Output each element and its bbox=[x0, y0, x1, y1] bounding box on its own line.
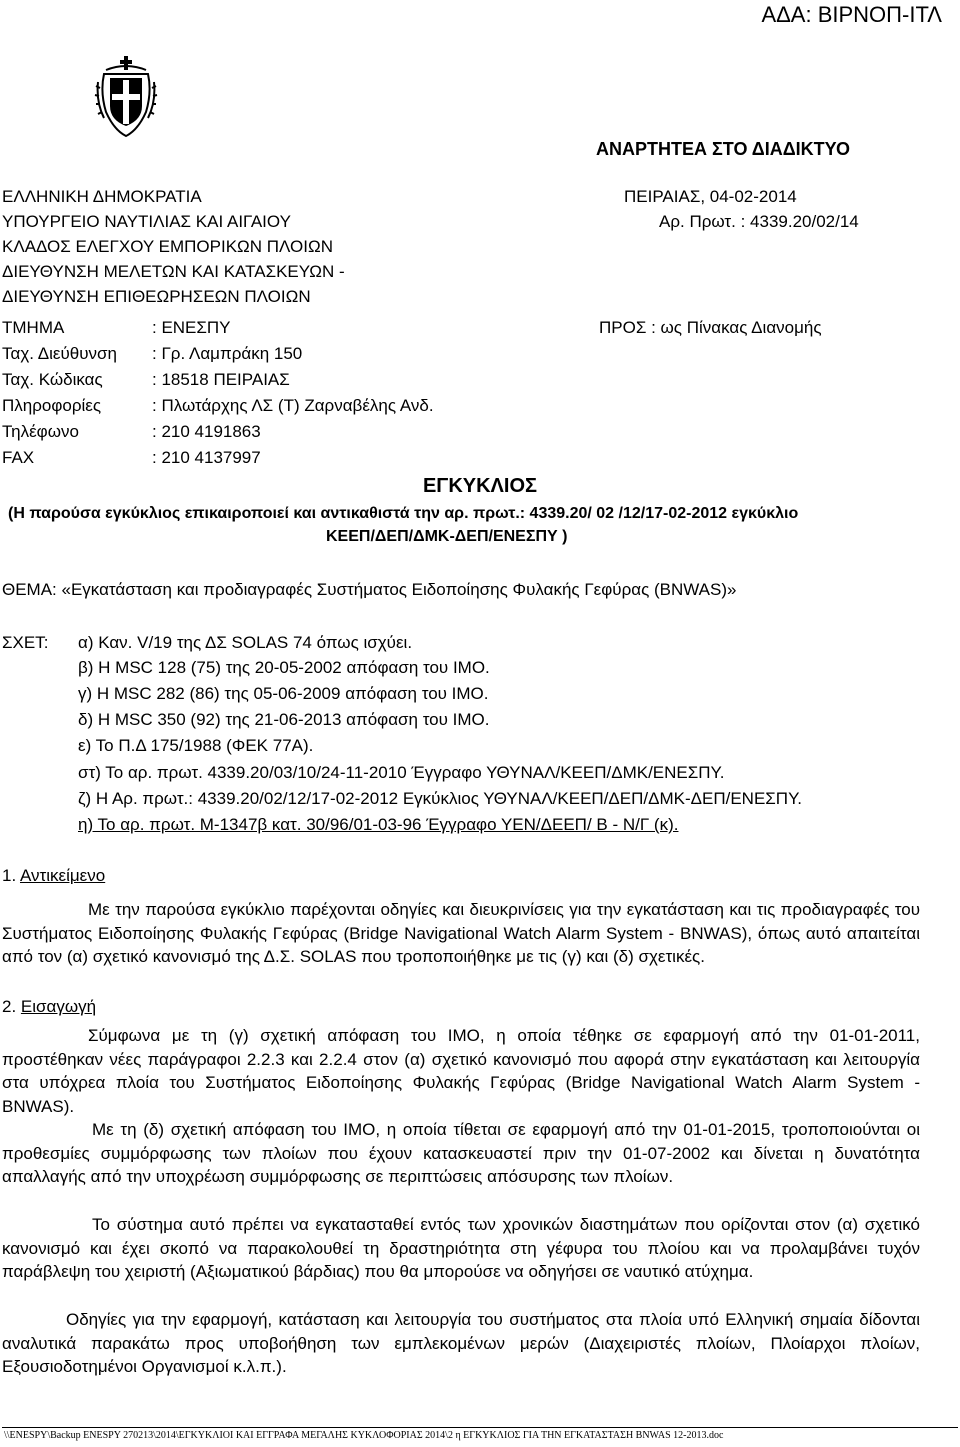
header-line: ΕΛΛΗΝΙΚΗ ΔΗΜΟΚΡΑΤΙΑ bbox=[2, 187, 202, 206]
footer-divider bbox=[2, 1427, 958, 1428]
reference-item: β) Η MSC 128 (75) της 20-05-2002 απόφαση του ΙΜΟ. bbox=[78, 658, 490, 677]
field-value: : Πλωτάρχης ΛΣ (Τ) Ζαρναβέλης Ανδ. bbox=[152, 396, 434, 415]
header-field bbox=[2, 344, 562, 364]
header-line: ΥΠΟΥΡΓΕΙΟ ΝΑΥΤΙΛΙΑΣ ΚΑΙ ΑΙΓΑΙΟΥ bbox=[2, 212, 291, 231]
header-line: ΔΙΕΥΘΥΝΣΗ ΕΠΙΘΕΩΡΗΣΕΩΝ ΠΛΟΙΩΝ bbox=[2, 287, 311, 306]
place-date: ΠΕΙΡΑΙΑΣ, 04-02-2014 bbox=[624, 187, 797, 206]
field-label: Ταχ. Διεύθυνση bbox=[2, 344, 117, 363]
section-heading bbox=[2, 997, 96, 1017]
paragraph bbox=[2, 898, 920, 969]
paragraph-text: Οδηγίες για την εφαρμογή, κατάσταση και λειτουργία του συστήματος στα πλοία υπό Ελληνική σημαία δίδονται αναλυτικά παρακάτω προς υποβοήθηση των εμπλεκομένων μερών (Διαχειριστές πλοίων, Πλοίαρχοι πλοίων, Εξουσιοδοτημένοι Οργανισμοί κ.λ.π.). bbox=[2, 1310, 920, 1376]
reference-item: α) Καν. V/19 της ΔΣ SOLAS 74 όπως ισχύει. bbox=[78, 633, 413, 652]
recipient: ΠΡΟΣ : ως Πίνακας Διανομής bbox=[599, 318, 822, 337]
references-label: ΣΧΕΤ: bbox=[2, 633, 49, 652]
field-label: ΤΜΗΜΑ bbox=[2, 318, 65, 337]
field-value: : Γρ. Λαμπράκη 150 bbox=[152, 344, 303, 363]
ada-code: ΑΔΑ: ΒΙΡΝΟΠ-ΙΤΛ bbox=[761, 2, 942, 27]
field-value: : 210 4191863 bbox=[152, 422, 261, 441]
reference-item: γ) Η MSC 282 (86) της 05-06-2009 απόφαση του ΙΜΟ. bbox=[78, 684, 489, 703]
field-value: : 18518 ΠΕΙΡΑΙΑΣ bbox=[152, 370, 290, 389]
field-label: Ταχ. Κώδικας bbox=[2, 370, 103, 389]
protocol-number: Αρ. Πρωτ. : 4339.20/02/14 bbox=[659, 212, 859, 231]
paragraph-text: Σύμφωνα με τη (γ) σχετική απόφαση του ΙΜΟ, η οποία τέθηκε σε εφαρμογή από την 01-01-2011, προστέθηκαν νέες παράγραφοι 2.2.3 και 2.2.4 στον (α) σχετικό κανονισμό που αφορά στην εγκατάσταση και λειτουργία στα υπόχρεα πλοία του Συστήματος Ειδοποίησης Φυλακής Γεφύρας (Bridge Navigational Watch Alarm System - BNWAS). bbox=[2, 1026, 920, 1116]
header-field bbox=[2, 422, 562, 442]
field-value: : 210 4137997 bbox=[152, 448, 261, 467]
header-line: ΚΛΑΔΟΣ ΕΛΕΓΧΟΥ ΕΜΠΟΡΙΚΩΝ ΠΛΟΙΩΝ bbox=[2, 237, 333, 256]
reference-item: ε) Το Π.Δ 175/1988 (ΦΕΚ 77Α). bbox=[78, 736, 314, 755]
header-field bbox=[2, 396, 562, 416]
section-number: 2. bbox=[2, 997, 17, 1016]
reference-item: ζ) Η Αρ. πρωτ.: 4339.20/02/12/17-02-2012 Εγκύκλιος ΥΘΥΝΑΛ/ΚΕΕΠ/ΔΕΠ/ΔΜΚ-ΔΕΠ/ΕΝΕΣΠΥ. bbox=[78, 789, 802, 808]
section-heading bbox=[2, 866, 105, 886]
field-label: Τηλέφωνο bbox=[2, 422, 79, 441]
document-title: ΕΓΚΥΚΛΙΟΣ bbox=[422, 475, 538, 497]
paragraph-text: Το σύστημα αυτό πρέπει να εγκατασταθεί εντός των χρονικών διαστημάτων που ορίζονται στον (α) σχετικό κανονισμό και έχει σκοπό να παρακολουθεί τη δραστηριότητα στη γέφυρα του πλοίου και να προλαμβάνει τυχόν παράβλεψη του χειριστή (Αξιωματικού βάρδιας) που θα μπορούσε να οδηγήσει σε ναυτικό ατύχημα. bbox=[2, 1215, 920, 1281]
footer-file-path: \\ENESPY\Backup ENESPY 270213\2014\ΕΓΚΥΚΛΙΟΙ ΚΑΙ ΕΓΓΡΑΦΑ ΜΕΓΑΛΗΣ ΚΥΚΛΟΦΟΡΙΑΣ 2014\2 η ΕΓΚΥΚΛΙΟΣ ΓΙΑ ΤΗΝ ΕΓΚΑΤΑΣΤΑΣΗ BNWAS 12-2013.doc bbox=[4, 1430, 724, 1441]
header-line: ΔΙΕΥΘΥΝΣΗ ΜΕΛΕΤΩΝ ΚΑΙ ΚΑΤΑΣΚΕΥΩΝ - bbox=[2, 262, 345, 281]
header-field bbox=[2, 448, 562, 468]
paragraph bbox=[2, 1118, 920, 1189]
paragraph-text: Με την παρούσα εγκύκλιο παρέχονται οδηγίες και διευκρινίσεις για την εγκατάσταση και τις προδιαγραφές του Συστήματος Ειδοποίησης Φυλακής Γεφύρας (Bridge Navigational Watch Alarm System - BNWAS), όπως αυτό απαιτείται από τον (α) σχετικό κανονισμό της Δ.Σ. SOLAS που τροποποιήθηκε με τις (γ) και (δ) σχετικές. bbox=[2, 900, 920, 966]
paragraph bbox=[2, 1024, 920, 1118]
paragraph-text: Με τη (δ) σχετική απόφαση του ΙΜΟ, η οποία τίθεται σε εφαρμογή από την 01-01-2015, τροποποιούνται οι προθεσμίες συμμόρφωσης των πλοίων που έχουν κατασκευαστεί πριν την 01-07-2002 και δίνεται η δυνατότητα απαλλαγής από την υποχρέωση συμμόρφωσης σε περιπτώσεις απόσυρσης των πλοίων. bbox=[2, 1120, 920, 1186]
supersedes-note: (Η παρούσα εγκύκλιος επικαιροποιεί και αντικαθιστά την αρ. πρωτ.: 4339.20/ 02 /12/17-02-2012 εγκύκλιο bbox=[8, 505, 799, 522]
reference-item: στ) Το αρ. πρωτ. 4339.20/03/10/24-11-2010 Έγγραφο ΥΘΥΝΑΛ/ΚΕΕΠ/ΔΜΚ/ΕΝΕΣΠΥ. bbox=[78, 763, 725, 782]
reference-item: η) Το αρ. πρωτ. Μ-1347β κατ. 30/96/01-03-96 Έγγραφο ΥΕΝ/ΔΕΕΠ/ Β - Ν/Γ (κ). bbox=[78, 815, 679, 834]
paragraph bbox=[2, 1213, 920, 1284]
greek-coat-of-arms-icon bbox=[94, 52, 158, 140]
header-field bbox=[2, 370, 562, 390]
section-title: Αντικείμενο bbox=[19, 866, 106, 885]
header-field bbox=[2, 318, 562, 338]
field-value: : ΕΝΕΣΠΥ bbox=[152, 318, 231, 337]
subject-line: ΘΕΜΑ: «Εγκατάσταση και προδιαγραφές Συστήματος Ειδοποίησης Φυλακής Γεφύρας (BNWAS)» bbox=[2, 580, 737, 599]
internet-posting-notice: ΑΝΑΡΤΗΤΕΑ ΣΤΟ ΔΙΑΔΙΚΤΥΟ bbox=[596, 139, 850, 159]
section-number: 1. bbox=[2, 866, 17, 885]
supersedes-note-cont: ΚΕΕΠ/ΔΕΠ/ΔΜΚ-ΔΕΠ/ΕΝΕΣΠΥ ) bbox=[326, 528, 568, 545]
section-title: Εισαγωγή bbox=[20, 997, 97, 1016]
paragraph bbox=[2, 1308, 920, 1379]
field-label: FAX bbox=[2, 448, 35, 467]
field-label: Πληροφορίες bbox=[2, 396, 102, 415]
reference-item: δ) Η MSC 350 (92) της 21-06-2013 απόφαση του ΙΜΟ. bbox=[78, 710, 490, 729]
